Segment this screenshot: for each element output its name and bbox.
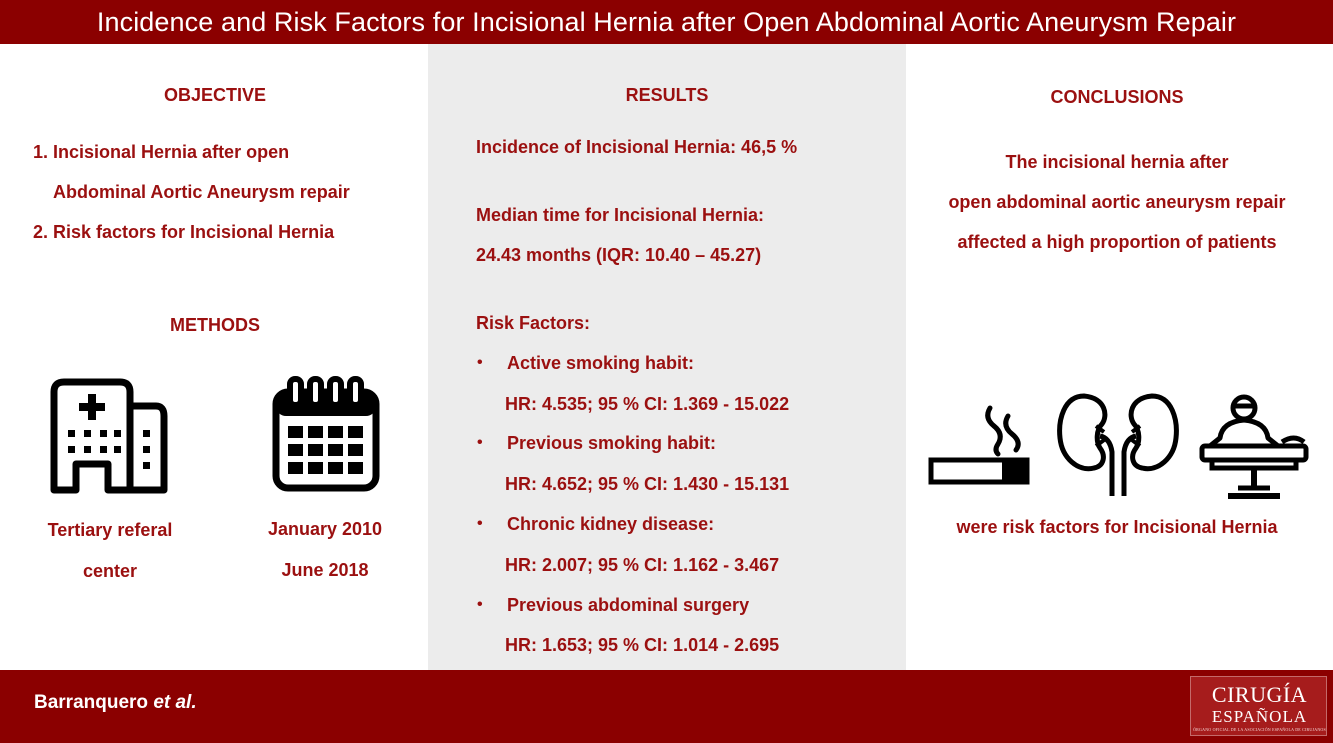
risk-factor-stat-1: HR: 4.535; 95 % CI: 1.369 - 15.022 [505, 394, 790, 414]
objective-line-2: Abdominal Aortic Aneurysm repair [53, 182, 350, 202]
logo-line-2: ESPAÑOLA [1211, 707, 1308, 726]
bullet-2: • [477, 434, 483, 451]
methods-dates-line-2: June 2018 [281, 560, 369, 580]
conclusions-heading: CONCLUSIONS [1050, 87, 1184, 107]
risk-factor-stat-4: HR: 1.653; 95 % CI: 1.014 - 2.695 [505, 635, 780, 655]
logo-line-3: ÓRGANO OFICIAL DE LA ASOCIACIÓN ESPAÑOLA DE CIRUJANOS [1193, 727, 1326, 732]
methods-dates-line-1: January 2010 [267, 519, 383, 539]
median-value: 24.43 months (IQR: 10.40 – 45.27) [476, 245, 762, 265]
risk-factor-name-2: Previous smoking habit: [507, 433, 717, 453]
calendar-icon [270, 376, 382, 494]
conclusion-line-2: open abdominal aortic aneurysm repair [948, 192, 1286, 212]
methods-heading: METHODS [170, 315, 260, 335]
risk-factor-name-3: Chronic kidney disease: [507, 514, 715, 534]
cigarette-icon [928, 404, 1032, 486]
page-title: Incidence and Risk Factors for Incisional Hernia after Open Abdominal Aortic Aneurysm Repair [96, 6, 1237, 37]
author-etal: et al. [153, 692, 197, 713]
footer-bar [0, 670, 1333, 743]
objective-heading: OBJECTIVE [163, 85, 267, 105]
bullet-1: • [477, 354, 483, 371]
risk-factors-label: Risk Factors: [476, 313, 591, 333]
risk-factor-stat-3: HR: 2.007; 95 % CI: 1.162 - 3.467 [505, 555, 780, 575]
conclusion-line-4: were risk factors for Incisional Hernia [956, 517, 1278, 537]
results-heading: RESULTS [625, 85, 709, 105]
incidence-text: Incidence of Incisional Hernia: 46,5 % [476, 137, 798, 157]
author-name: Barranquero [34, 692, 149, 713]
kidneys-icon [1056, 392, 1180, 498]
conclusion-line-1: The incisional hernia after [1005, 152, 1229, 172]
objective-line-3: 2. Risk factors for Incisional Hernia [33, 222, 335, 242]
surgery-icon [1198, 390, 1310, 502]
conclusion-line-3: affected a high proportion of patients [957, 232, 1277, 252]
risk-factor-name-4: Previous abdominal surgery [507, 595, 750, 615]
bullet-3: • [477, 515, 483, 532]
objective-line-1: 1. Incisional Hernia after open [33, 142, 290, 162]
authors [34, 692, 197, 714]
risk-factor-stat-2: HR: 4.652; 95 % CI: 1.430 - 15.131 [505, 474, 790, 494]
methods-center-line-2: center [82, 561, 138, 581]
median-label: Median time for Incisional Hernia: [476, 205, 765, 225]
hospital-icon [48, 376, 172, 496]
risk-factor-name-1: Active smoking habit: [507, 353, 695, 373]
logo-line-1: CIRUGÍA [1211, 682, 1308, 707]
title-bar [0, 0, 1333, 44]
bullet-4: • [477, 596, 483, 613]
methods-center-line-1: Tertiary referal [47, 520, 173, 540]
journal-logo [1190, 676, 1327, 736]
